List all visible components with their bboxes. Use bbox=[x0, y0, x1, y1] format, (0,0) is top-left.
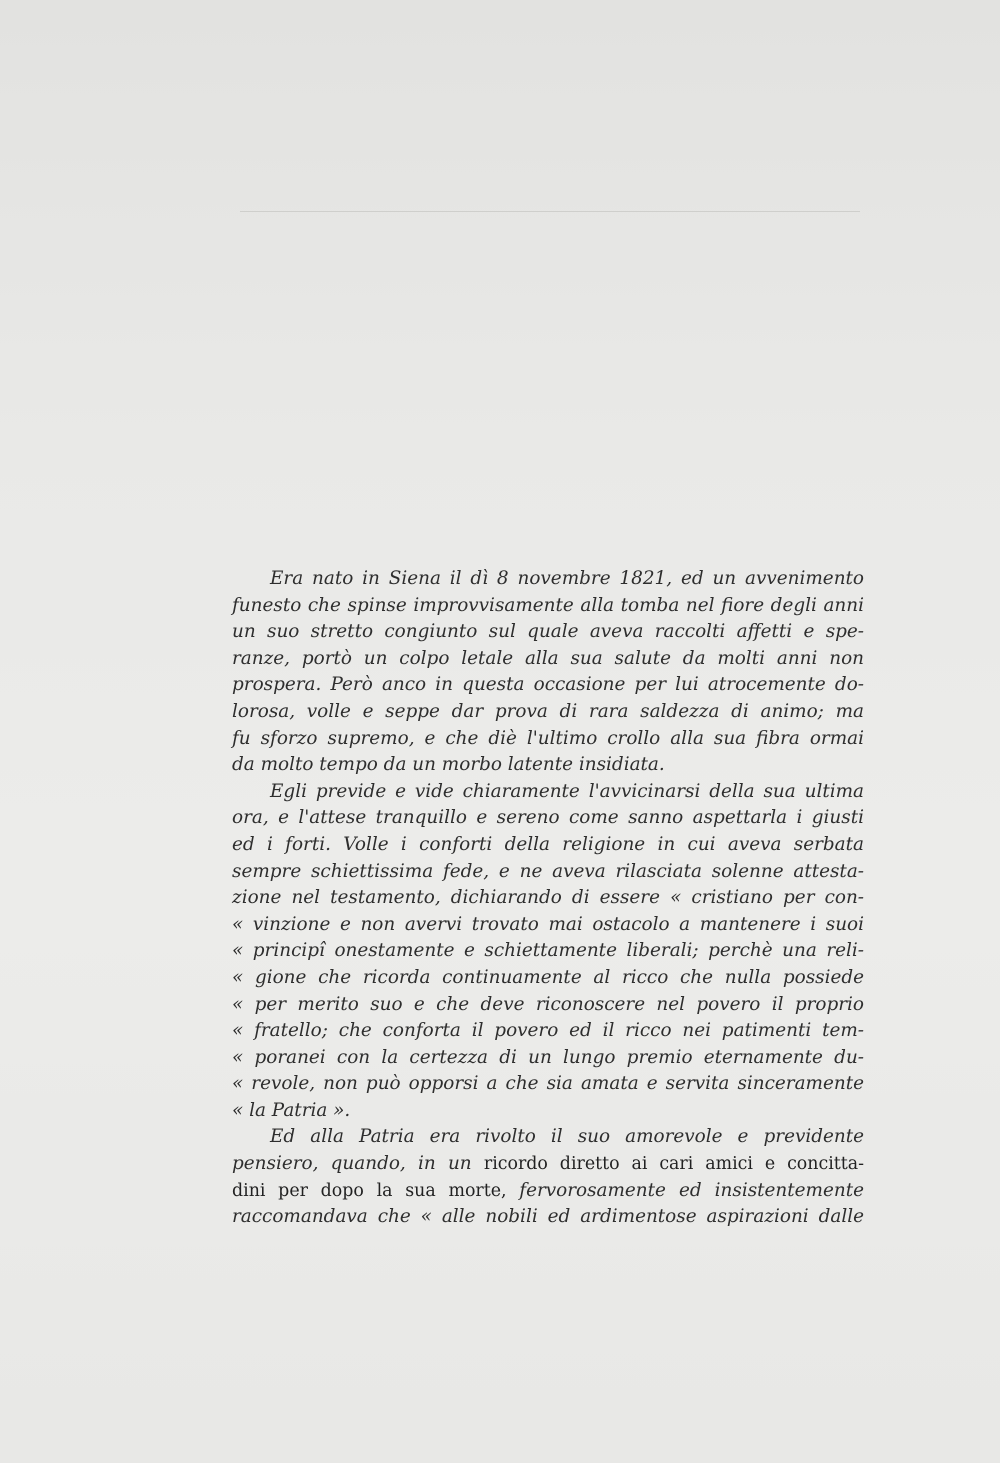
text-line: « principî onestamente e schiettamente liberali; perchè una reli- bbox=[232, 940, 864, 962]
text-line: ora, e l'attese tranquillo e sereno come sanno aspettarla i giusti bbox=[232, 807, 864, 829]
text-line: prospera. Però anco in questa occasione per lui atrocemente do- bbox=[232, 674, 864, 696]
horizontal-rule bbox=[240, 211, 860, 212]
bleed-through-text bbox=[235, 410, 865, 520]
text-line: sempre schiettissima fede, e ne aveva rilasciata solenne attesta- bbox=[232, 860, 864, 882]
text-line: da molto tempo da un morbo latente insidiata. bbox=[232, 754, 665, 776]
text-line: raccomandava che « alle nobili ed ardimentose aspirazioni dalle bbox=[232, 1206, 864, 1228]
text-line-mixed bbox=[232, 1151, 864, 1178]
text-line: « vinzione e non avervi trovato mai ostacolo a mantenere i suoi bbox=[232, 913, 864, 935]
paragraph-2 bbox=[232, 779, 864, 1125]
text-line: « per merito suo e che deve riconoscere nel povero il proprio bbox=[232, 993, 864, 1015]
body-text bbox=[232, 566, 864, 1231]
text-run-italic: pensiero, quando, in un bbox=[232, 1153, 484, 1175]
text-line: « la Patria ». bbox=[232, 1099, 351, 1121]
text-line: zione nel testamento, dichiarando di essere « cristiano per con- bbox=[232, 887, 864, 909]
text-line: funesto che spinse improvvisamente alla tomba nel fiore degli anni bbox=[232, 594, 864, 616]
text-run-upright: dini per dopo la sua morte, bbox=[232, 1180, 520, 1201]
text-line: « gione che ricorda continuamente al ricco che nulla possiede bbox=[232, 966, 864, 988]
text-line: un suo stretto congiunto sul quale aveva raccolti affetti e spe- bbox=[232, 621, 864, 643]
text-line: fu sforzo supremo, e che diè l'ultimo crollo alla sua fibra ormai bbox=[232, 727, 864, 749]
text-line: Era nato in Siena il dì 8 novembre 1821, ed un avvenimento bbox=[270, 568, 864, 589]
text-run-italic: fervorosamente ed insistentemente bbox=[519, 1179, 864, 1201]
paragraph-3 bbox=[232, 1124, 864, 1230]
text-line: lorosa, volle e seppe dar prova di rara saldezza di animo; ma bbox=[232, 700, 864, 722]
text-line: Egli previde e vide chiaramente l'avvicinarsi della sua ultima bbox=[270, 780, 864, 802]
text-line: « fratello; che conforta il povero ed il ricco nei patimenti tem- bbox=[232, 1020, 864, 1042]
text-line: ed i forti. Volle i conforti della religione in cui aveva serbata bbox=[232, 833, 864, 855]
text-line: « revole, non può opporsi a che sia amata e servita sinceramente bbox=[232, 1073, 864, 1095]
text-line-mixed bbox=[232, 1178, 864, 1205]
text-line: Ed alla Patria era rivolto il suo amorevole e previdente bbox=[270, 1126, 864, 1148]
text-line: ranze, portò un colpo letale alla sua salute da molti anni non bbox=[232, 647, 864, 669]
text-run-upright: ricordo diretto ai cari amici e concitta- bbox=[483, 1154, 865, 1175]
paragraph-1 bbox=[232, 566, 864, 779]
text-line: « poranei con la certezza di un lungo premio eternamente du- bbox=[232, 1046, 864, 1068]
